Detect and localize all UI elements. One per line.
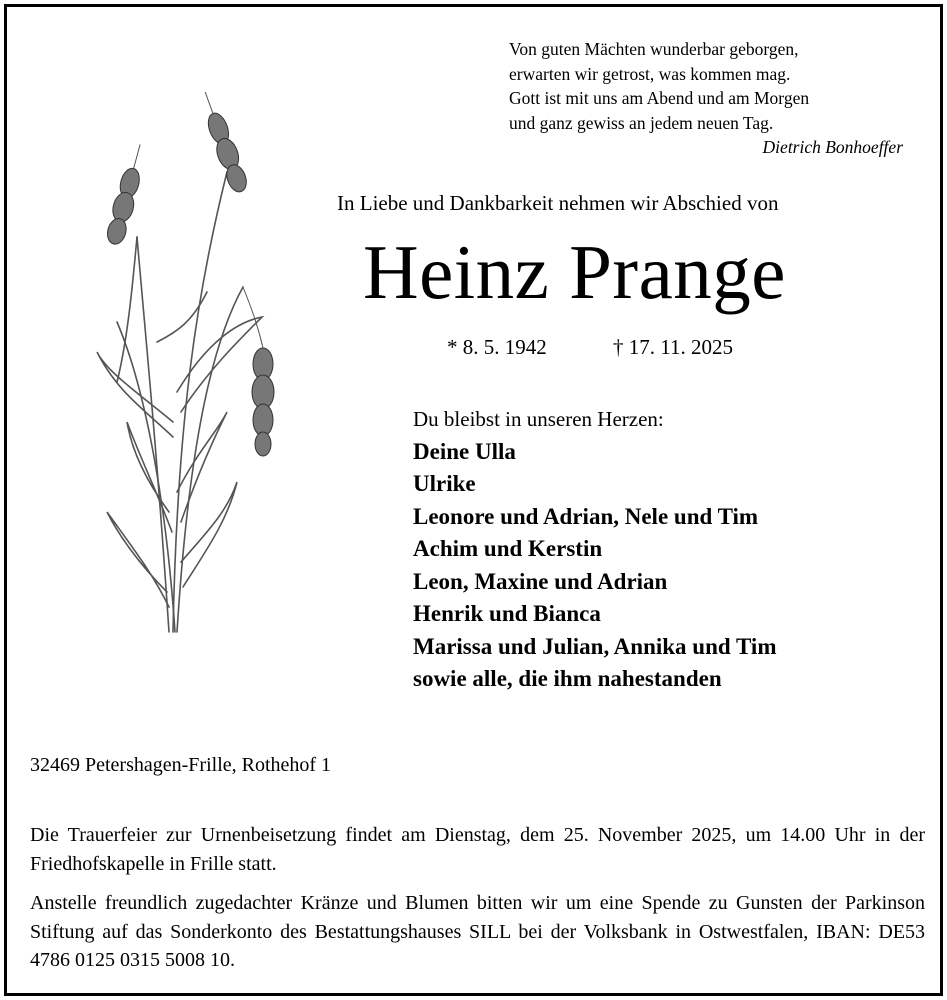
bonhoeffer-quote [509,37,909,160]
quote-line: und ganz gewiss an jedem neuen Tag. [509,112,774,133]
quote-line: Von guten Mächten wunderbar geborgen, [509,39,799,59]
birth-date: * 8. 5. 1942 [447,335,547,359]
survivors-lead: Du bleibst in unseren Herzen: [413,407,664,431]
survivor-name: Deine Ulla [413,438,516,464]
obituary-frame [4,4,943,996]
survivor-name: Leon, Maxine und Adrian [413,568,668,594]
survivor-name: Leonore und Adrian, Nele und Tim [413,503,759,529]
wheat-icon [77,92,292,652]
quote-line: Gott ist mit uns am Abend und am Morgen [509,88,810,108]
ceremony-notice: Die Trauerfeier zur Urnenbeisetzung findet am Dienstag, dem 25. November 2025, um 14.00 Uhr in der Friedhofskapelle in Frille statt. [30,824,925,875]
intro-text: In Liebe und Dankbarkeit nehmen wir Abschied von [337,191,779,215]
survivors-list [413,403,933,696]
survivor-name: Henrik und Bianca [413,601,601,626]
survivor-name: Achim und Kerstin [413,536,603,561]
survivor-name: sowie alle, die ihm nahestanden [413,666,722,691]
family-address: 32469 Petershagen-Frille, Rothehof 1 [30,754,332,776]
deceased-name: Heinz Prange [363,229,786,315]
quote-line: erwarten wir getrost, was kommen mag. [509,63,791,84]
quote-author: Dietrich Bonhoeffer [762,137,903,157]
survivor-name: Marissa und Julian, Annika und Tim [413,633,777,659]
survivor-name: Ulrike [413,471,476,496]
death-date: † 17. 11. 2025 [613,335,733,359]
donation-notice: Anstelle freundlich zugedachter Kränze und Blumen bitten wir um eine Spende zu Gunsten der Parkinson Stiftung auf das Sonderkonto des Bestattungshauses SILL bei der Volksbank in Ostwestfalen, IBAN: DE53 4786 0125 0315 5008 10. [30,892,925,971]
